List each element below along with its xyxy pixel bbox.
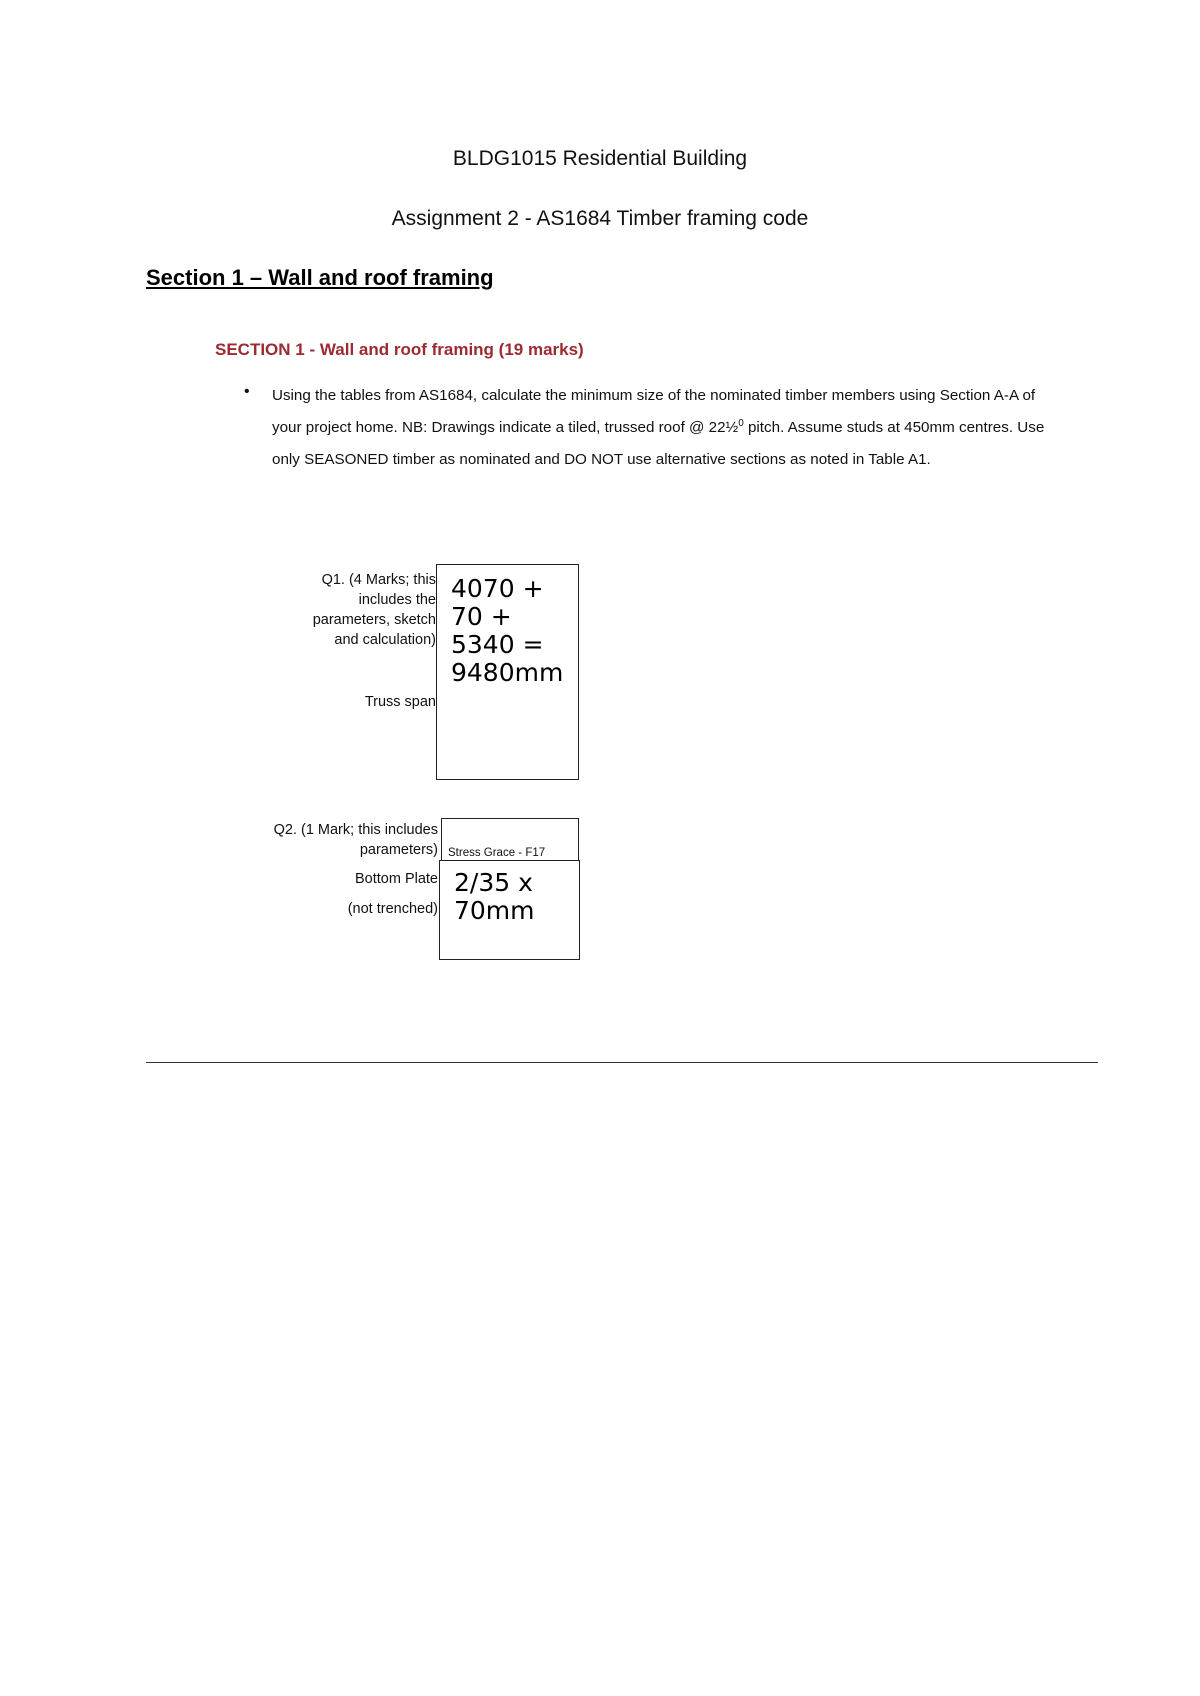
assignment-title: Assignment 2 - AS1684 Timber framing code [391, 207, 809, 230]
q2-answer-box[interactable] [439, 860, 580, 960]
q2-grade-box [441, 818, 579, 861]
instruction-text [272, 380, 1052, 476]
q2-answer-text[interactable]: 2/35 x 70mm [454, 868, 535, 925]
horizontal-divider [146, 1062, 1098, 1063]
q1-answer-box[interactable] [436, 564, 579, 780]
q2-item-note: (not trenched) [347, 901, 438, 917]
degree-superscript: 0 [738, 417, 744, 429]
q1-item-truss-span: Truss span [364, 694, 436, 710]
q1-label: Q1. (4 Marks; this includes the parameters, sketch and calculation) [312, 572, 436, 648]
q2-stress-grade: Stress Grace - F17 [448, 847, 546, 859]
q2-item-bottom-plate: Bottom Plate [354, 871, 438, 887]
instruction-text-part1: Using the tables from AS1684, calculate the minimum size of the nominated timber members using Section A-A of your project home. NB: Drawings indicate a tiled, trussed roof @ 22½ [272, 387, 1036, 436]
q1-answer-text[interactable]: 4070 + 70 + 5340 = 9480mm [451, 574, 564, 687]
bullet-marker: • [244, 383, 250, 400]
instruction-text-part2: pitch. Assume studs at 450mm centres. Use only SEASONED timber as nominated and DO NOT use alternative sections as noted in Table A1. [272, 419, 1045, 468]
q2-label: Q2. (1 Mark; this includes parameters) [273, 822, 438, 858]
document-title: BLDG1015 Residential Building [452, 147, 748, 170]
section-heading: Section 1 – Wall and roof framing [146, 265, 494, 290]
scan-section-heading: SECTION 1 - Wall and roof framing (19 marks) [215, 340, 584, 359]
